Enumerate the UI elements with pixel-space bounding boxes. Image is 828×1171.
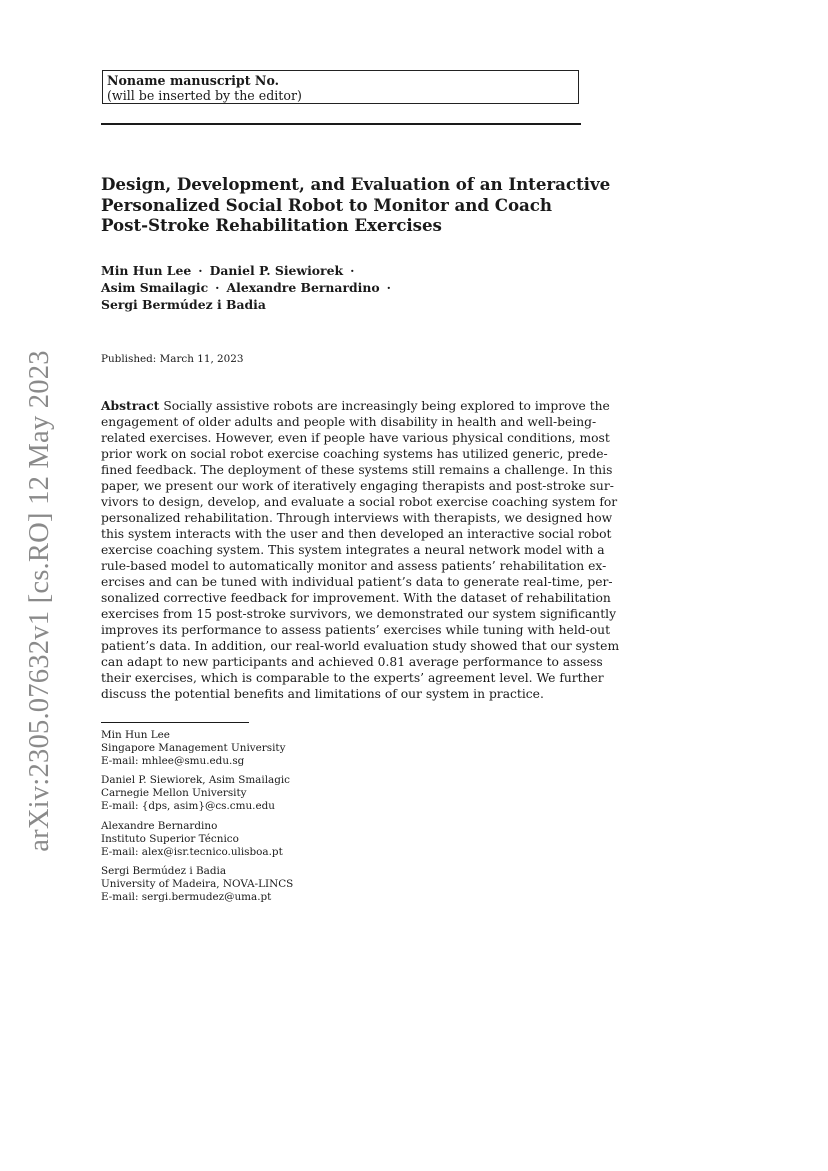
author-list (101, 262, 581, 313)
author-separator: · (350, 263, 355, 278)
abstract-line: paper, we present our work of iteratively engaging therapists and post-stroke sur- (101, 479, 614, 493)
affiliation-institution: Instituto Superior Técnico (101, 832, 239, 845)
abstract-section (101, 398, 620, 702)
affiliation-email: E-mail: {dps, asim}@cs.cmu.edu (101, 800, 275, 813)
affiliation-block (101, 865, 501, 904)
author-line (101, 296, 581, 313)
published-date: Published: March 11, 2023 (101, 353, 244, 365)
affiliation-email: E-mail: alex@isr.tecnico.ulisboa.pt (101, 845, 283, 858)
abstract-line: vivors to design, develop, and evaluate a social robot exercise coaching system for (101, 495, 618, 509)
abstract-line: improves its performance to assess patients’ exercises while tuning with held-out (101, 623, 611, 637)
header-rule (101, 123, 581, 125)
abstract-line: prior work on social robot exercise coaching systems has utilized generic, prede- (101, 447, 608, 461)
author-name: Sergi Bermúdez i Badia (101, 297, 266, 312)
abstract-line: fined feedback. The deployment of these systems still remains a challenge. In this (101, 463, 613, 477)
author-separator: · (215, 280, 220, 295)
abstract-line: ercises and can be tuned with individual patient’s data to generate real-time, per- (101, 575, 613, 589)
affiliation-author: Alexandre Bernardino (101, 819, 218, 832)
affiliation-email: E-mail: mhlee@smu.edu.sg (101, 755, 245, 768)
abstract-line: personalized rehabilitation. Through interviews with therapists, we designed how (101, 511, 613, 525)
author-separator: · (198, 263, 203, 278)
abstract-line: patient’s data. In addition, our real-world evaluation study showed that our system (101, 639, 620, 653)
affiliation-block (101, 774, 501, 813)
abstract-line: related exercises. However, even if people have various physical conditions, most (101, 431, 610, 445)
arxiv-identifier: arXiv:2305.07632v1 [cs.RO] 12 May 2023 (24, 349, 55, 852)
abstract-line: rule-based model to automatically monitor and assess patients’ rehabilitation ex- (101, 559, 607, 573)
affiliations (101, 729, 501, 910)
abstract-line: exercise coaching system. This system integrates a neural network model with a (101, 543, 605, 557)
abstract-line: Abstract Socially assistive robots are increasingly being explored to improve the (101, 398, 610, 413)
abstract-line: can adapt to new participants and achieved 0.81 average performance to assess (101, 655, 603, 669)
abstract-line: engagement of older adults and people with disability in health and well-being- (101, 415, 597, 429)
affiliation-author: Min Hun Lee (101, 729, 170, 741)
arxiv-side-stamp (20, 349, 60, 852)
author-name: Asim Smailagic (101, 280, 209, 295)
author-name: Daniel P. Siewiorek (209, 263, 344, 278)
affiliation-block (101, 729, 501, 768)
title-line: Design, Development, and Evaluation of an Interactive (101, 174, 611, 194)
paper-title (101, 174, 611, 236)
manuscript-number-label: Noname manuscript No. (107, 73, 280, 88)
affiliation-institution: Carnegie Mellon University (101, 787, 247, 800)
editor-note: (will be inserted by the editor) (107, 88, 302, 103)
author-separator: · (386, 280, 391, 295)
affiliation-institution: University of Madeira, NOVA-LINCS (101, 877, 294, 890)
author-line (101, 262, 581, 279)
editor-note-box (102, 70, 579, 104)
author-name: Min Hun Lee (101, 263, 192, 278)
abstract-line: exercises from 15 post-stroke survivors, we demonstrated our system significantly (101, 607, 617, 621)
affiliation-author: Daniel P. Siewiorek, Asim Smailagic (101, 774, 291, 787)
title-line: Personalized Social Robot to Monitor and Coach (101, 194, 552, 215)
abstract-line: discuss the potential benefits and limitations of our system in practice. (101, 687, 544, 701)
footnote-rule (101, 722, 249, 723)
title-line: Post-Stroke Rehabilitation Exercises (101, 215, 442, 235)
author-name: Alexandre Bernardino (226, 280, 380, 295)
author-line (101, 279, 581, 296)
abstract-line: their exercises, which is comparable to the experts’ agreement level. We further (101, 671, 604, 685)
abstract-line: sonalized corrective feedback for improvement. With the dataset of rehabilitation (101, 591, 611, 605)
affiliation-email: E-mail: sergi.bermudez@uma.pt (101, 891, 272, 904)
affiliation-author: Sergi Bermúdez i Badia (101, 864, 227, 877)
affiliation-block (101, 820, 501, 859)
abstract-heading: Abstract (101, 398, 160, 413)
abstract-line: this system interacts with the user and then developed an interactive social robot (101, 527, 612, 541)
affiliation-institution: Singapore Management University (101, 742, 286, 755)
